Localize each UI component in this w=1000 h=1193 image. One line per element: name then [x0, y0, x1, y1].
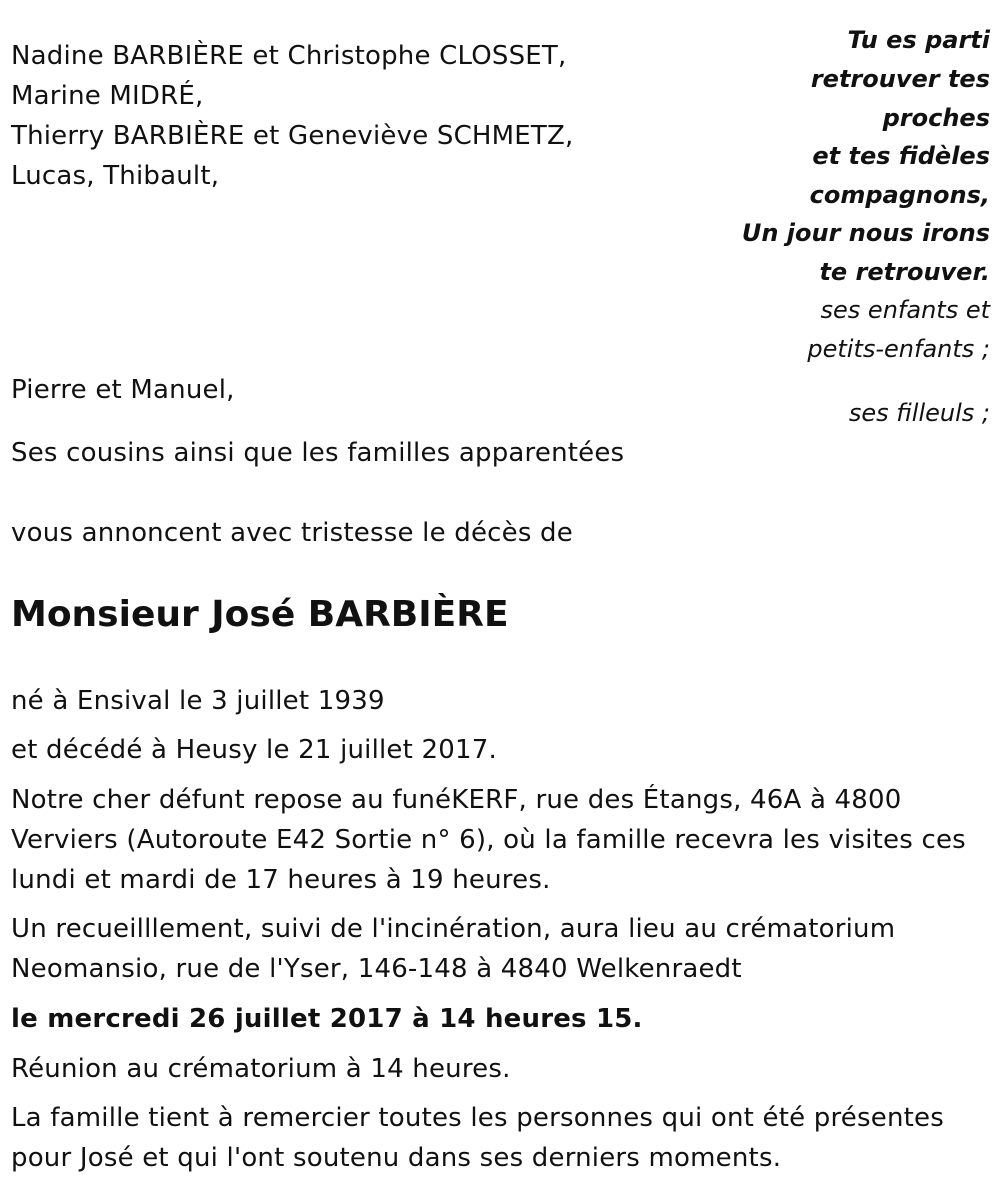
poem-line-1: Tu es parti [847, 26, 990, 54]
poem-line-6: Un jour nous irons [741, 219, 990, 247]
death-info: et décédé à Heusy le 21 juillet 2017. [11, 735, 497, 765]
visitation-line-2: Verviers (Autoroute E42 Sortie n° 6), où la famille recevra les visites ces [11, 825, 966, 855]
family-line-6: Ses cousins ainsi que les familles apparentées [11, 438, 625, 468]
family-line-2: Marine MIDRÉ, [11, 81, 204, 111]
visitation-line-1: Notre cher défunt repose au funéKERF, rue des Étangs, 46A à 4800 [11, 785, 902, 815]
family-line-5: Pierre et Manuel, [11, 375, 235, 405]
visitation-line-3: lundi et mardi de 17 heures à 19 heures. [11, 865, 551, 895]
relation-grandchildren: petits-enfants ; [807, 335, 990, 363]
poem-line-4: et tes fidèles [812, 142, 990, 170]
ceremony-line-1: Un recueilllement, suivi de l'incinération, aura lieu au crématorium [11, 914, 896, 944]
deceased-name: Monsieur José BARBIÈRE [11, 594, 509, 635]
family-line-4: Lucas, Thibault, [11, 161, 220, 191]
thanks-line-2: pour José et qui l'ont soutenu dans ses derniers moments. [11, 1143, 782, 1173]
relation-godchildren: ses filleuls ; [848, 399, 990, 427]
relation-children: ses enfants et [820, 296, 990, 324]
ceremony-line-2: Neomansio, rue de l'Yser, 146-148 à 4840 Welkenraedt [11, 954, 742, 984]
family-line-3: Thierry BARBIÈRE et Geneviève SCHMETZ, [11, 121, 574, 151]
thanks-line-1: La famille tient à remercier toutes les personnes qui ont été présentes [11, 1103, 944, 1133]
birth-info: né à Ensival le 3 juillet 1939 [11, 686, 385, 716]
poem-line-3: proches [882, 104, 990, 132]
poem-line-7: te retrouver. [819, 258, 990, 286]
announcement-text: vous annoncent avec tristesse le décès de [11, 518, 573, 548]
poem-line-5: compagnons, [809, 181, 990, 209]
poem-line-2: retrouver tes [810, 65, 990, 93]
ceremony-meeting: Réunion au crématorium à 14 heures. [11, 1054, 511, 1084]
ceremony-date: le mercredi 26 juillet 2017 à 14 heures 15. [11, 1004, 643, 1034]
family-line-1: Nadine BARBIÈRE et Christophe CLOSSET, [11, 41, 567, 71]
